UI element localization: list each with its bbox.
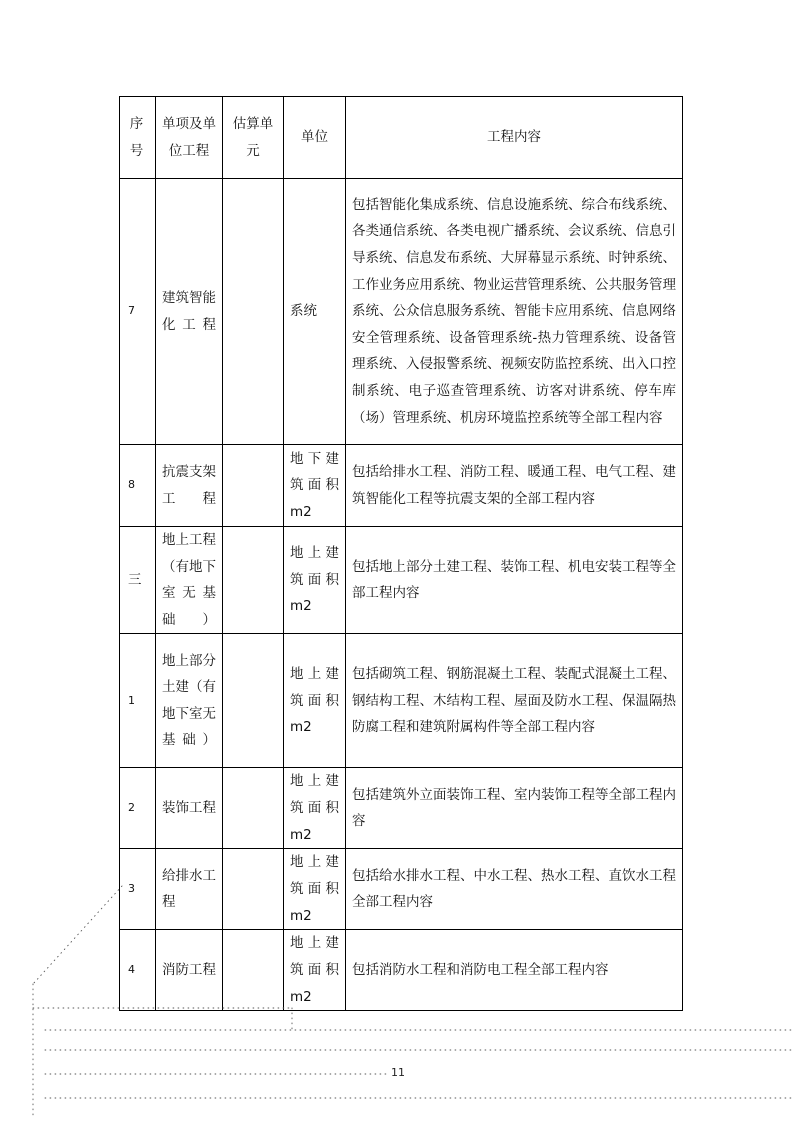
table-header-row	[120, 97, 683, 179]
row-name: 消防工程	[156, 930, 223, 1011]
row-no: 三	[120, 527, 156, 634]
table-row	[120, 527, 683, 634]
row-estimate	[223, 930, 284, 1011]
row-estimate	[223, 445, 284, 527]
row-unit: 系统	[284, 179, 346, 445]
table-row	[120, 179, 683, 445]
row-no: 2	[120, 768, 156, 849]
row-unit: 地下建筑面积m2	[284, 445, 346, 527]
row-content: 包括给水排水工程、中水工程、热水工程、直饮水工程全部工程内容	[346, 849, 683, 930]
row-content: 包括消防水工程和消防电工程全部工程内容	[346, 930, 683, 1011]
row-content: 包括地上部分土建工程、装饰工程、机电安装工程等全部工程内容	[346, 527, 683, 634]
row-no: 8	[120, 445, 156, 527]
table-row	[120, 445, 683, 527]
row-name: 给排水工程	[156, 849, 223, 930]
table-row	[120, 930, 683, 1011]
table-row	[120, 634, 683, 768]
dotted-diagonal	[33, 886, 122, 984]
row-estimate	[223, 634, 284, 768]
header-name: 单项及单位工程	[156, 97, 223, 179]
row-unit: 地上建筑面积m2	[284, 849, 346, 930]
row-estimate	[223, 768, 284, 849]
row-name: 地上部分土建（有地下室无基础）	[156, 634, 223, 768]
row-no: 3	[120, 849, 156, 930]
cost-estimate-table	[119, 96, 683, 1011]
row-name: 装饰工程	[156, 768, 223, 849]
row-name: 地上工程（有地下室无基础）	[156, 527, 223, 634]
row-unit: 地上建筑面积m2	[284, 527, 346, 634]
table-row	[120, 849, 683, 930]
row-name: 建筑智能化工程	[156, 179, 223, 445]
header-no: 序号	[120, 97, 156, 179]
row-content: 包括建筑外立面装饰工程、室内装饰工程等全部工程内容	[346, 768, 683, 849]
row-name: 抗震支架工程	[156, 445, 223, 527]
table-row	[120, 768, 683, 849]
row-estimate	[223, 527, 284, 634]
row-unit: 地上建筑面积m2	[284, 930, 346, 1011]
row-unit: 地上建筑面积m2	[284, 768, 346, 849]
row-no: 7	[120, 179, 156, 445]
row-estimate	[223, 179, 284, 445]
row-no: 1	[120, 634, 156, 768]
page-number: 11	[391, 1066, 405, 1079]
row-unit: 地上建筑面积m2	[284, 634, 346, 768]
row-content: 包括砌筑工程、钢筋混凝土工程、装配式混凝土工程、钢结构工程、木结构工程、屋面及防水工程、保温隔热防腐工程和建筑附属构件等全部工程内容	[346, 634, 683, 768]
header-content: 工程内容	[346, 97, 683, 179]
row-content: 包括智能化集成系统、信息设施系统、综合布线系统、各类通信系统、各类电视广播系统、会议系统、信息引导系统、信息发布系统、大屏幕显示系统、时钟系统、工作业务应用系统、物业运营管理系统、公共服务管理系统、公众信息服务系统、智能卡应用系统、信息网络安全管理系统、设备管理系统-热力管理系统、设备管理系统、入侵报警系统、视频安防监控系统、出入口控制系统、电子巡查管理系统、访客对讲系统、停车库（场）管理系统、机房环境监控系统等全部工程内容	[346, 179, 683, 445]
row-content: 包括给排水工程、消防工程、暖通工程、电气工程、建筑智能化工程等抗震支架的全部工程内容	[346, 445, 683, 527]
header-estimate: 估算单元	[223, 97, 284, 179]
row-no: 4	[120, 930, 156, 1011]
header-unit: 单位	[284, 97, 346, 179]
row-estimate	[223, 849, 284, 930]
